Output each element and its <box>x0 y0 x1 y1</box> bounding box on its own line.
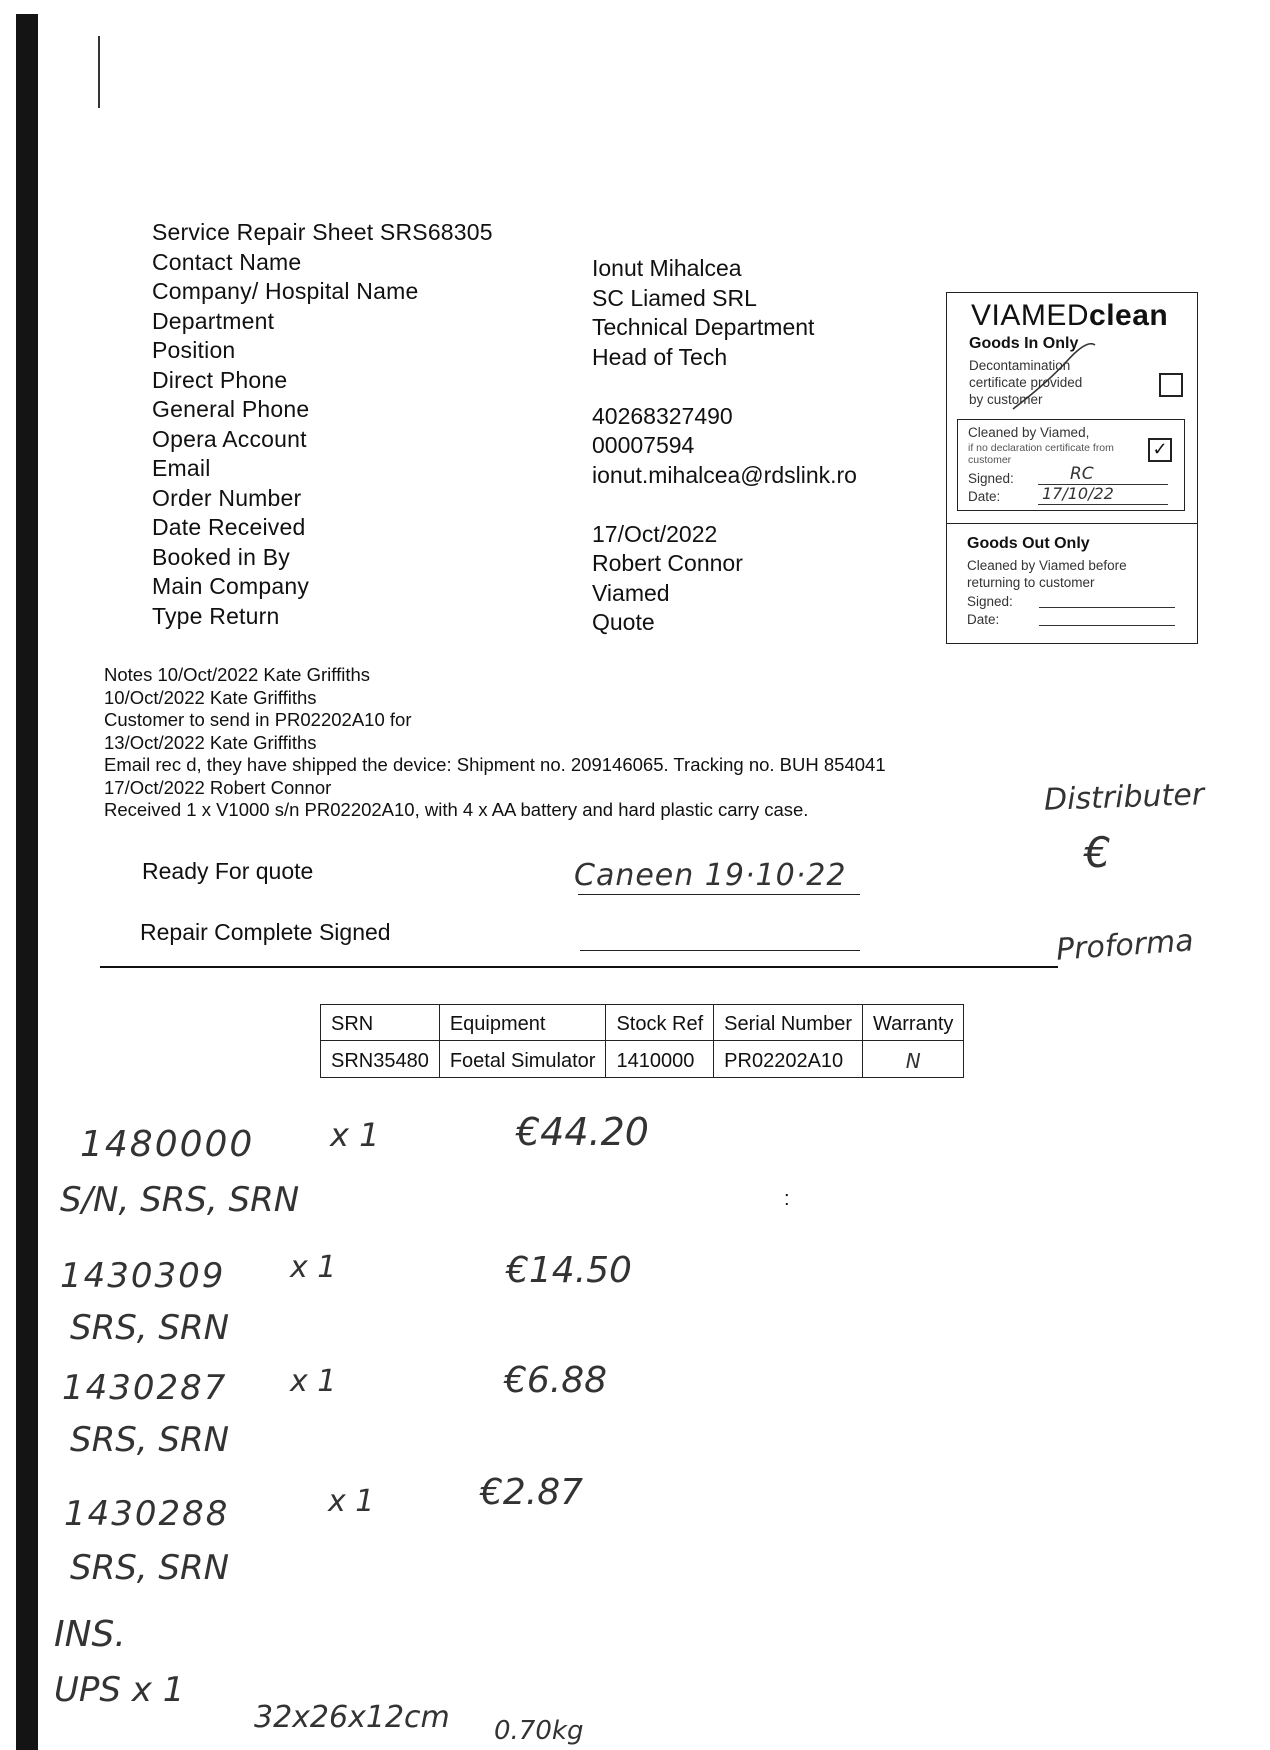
cleaned-text: Cleaned by Viamed, <box>968 425 1090 440</box>
table-header-row <box>321 1005 964 1041</box>
cleaned-sub: if no declaration certificate from customer <box>968 442 1114 466</box>
header-warranty: Warranty <box>863 1005 964 1041</box>
hw-qty-1: x 1 <box>330 1116 380 1154</box>
notes-block <box>104 664 886 822</box>
header-stock-ref: Stock Ref <box>606 1005 714 1041</box>
value-contact-name: Ionut Mihalcea <box>592 255 742 281</box>
date-label: Date: <box>968 489 1001 504</box>
hw-part-1: 1480000 <box>80 1124 255 1165</box>
hw-price-4: €2.87 <box>480 1472 584 1513</box>
table-row <box>321 1041 964 1078</box>
margin-distributor: Distributer <box>1043 777 1205 818</box>
goods-divider <box>947 523 1197 524</box>
margin-euro: € <box>1084 828 1111 877</box>
header-values <box>592 254 857 638</box>
hw-price-3: €6.88 <box>504 1360 608 1401</box>
hw-ups: UPS x 1 <box>54 1670 185 1710</box>
value-direct-phone <box>592 372 857 402</box>
cell-warranty: N <box>863 1041 964 1078</box>
value-main-company: Viamed <box>592 579 670 606</box>
label-opera-account: Opera Account <box>152 425 307 452</box>
pen-mark <box>98 36 100 108</box>
hw-ins: INS. <box>54 1614 126 1655</box>
goods-out-title: Goods Out Only <box>967 535 1090 552</box>
hw-price-2: €14.50 <box>506 1250 632 1291</box>
hw-refs-2: SRS, SRN <box>70 1308 230 1348</box>
hw-refs-4: SRS, SRN <box>70 1548 230 1588</box>
hw-qty-4: x 1 <box>328 1484 375 1519</box>
label-date-received: Date Received <box>152 514 306 540</box>
hw-part-3: 1430287 <box>62 1368 228 1408</box>
hw-price-1: €44.20 <box>516 1110 649 1154</box>
repair-complete-label: Repair Complete Signed <box>140 919 391 945</box>
value-email: ionut.mihalcea@rdslink.ro <box>592 461 857 488</box>
out-date-line <box>1039 625 1175 626</box>
out-signed-line <box>1039 607 1175 608</box>
label-main-company: Main Company <box>152 573 310 599</box>
signed-label: Signed: <box>968 471 1014 486</box>
cleaned-checkbox[interactable]: ✓ <box>1148 438 1172 462</box>
label-email: Email <box>152 455 211 481</box>
header-labels <box>152 218 493 631</box>
hw-part-4: 1430288 <box>64 1494 230 1534</box>
value-company: SC Liamed SRL <box>592 284 757 311</box>
ready-sign-line <box>578 894 860 895</box>
cell-stock-ref: 1410000 <box>606 1041 714 1078</box>
decon-text: Decontamination certificate provided by customer <box>969 358 1083 407</box>
note-line: Email rec d, they have shipped the device: Shipment no. 209146065. Tracking no. BUH 854041 <box>104 754 886 775</box>
cell-serial-number: PR02202A10 <box>714 1041 863 1078</box>
note-line: 10/Oct/2022 Kate Griffiths <box>104 686 317 708</box>
scan-edge <box>16 14 38 1750</box>
label-direct-phone: Direct Phone <box>152 366 288 393</box>
goods-out-text: Cleaned by Viamed before returning to customer <box>967 558 1127 590</box>
stray-mark: : <box>784 1188 790 1210</box>
note-line: Notes 10/Oct/2022 Kate Griffiths <box>104 664 370 685</box>
complete-sign-line <box>580 950 860 951</box>
label-contact-name: Contact Name <box>152 248 302 275</box>
header-srn: SRN <box>321 1005 440 1041</box>
hw-part-2: 1430309 <box>60 1256 226 1296</box>
value-order-number <box>592 490 857 520</box>
label-general-phone: General Phone <box>152 396 310 422</box>
note-line: 17/Oct/2022 Robert Connor <box>104 776 332 798</box>
out-date-label: Date: <box>967 612 1000 627</box>
value-position: Head of Tech <box>592 343 728 370</box>
sheet-title: Service Repair Sheet SRS68305 <box>152 219 493 245</box>
note-line: 13/Oct/2022 Kate Griffiths <box>104 731 317 753</box>
note-line: Customer to send in PR02202A10 for <box>104 709 412 730</box>
hw-qty-2: x 1 <box>290 1250 337 1285</box>
section-divider <box>100 966 1058 968</box>
hw-refs-1: S/N, SRS, SRN <box>60 1180 300 1220</box>
logo-viamed: VIAMED <box>971 299 1090 332</box>
value-type-return: Quote <box>592 609 655 635</box>
cell-srn: SRN35480 <box>321 1041 440 1078</box>
value-opera-account: 00007594 <box>592 432 695 458</box>
date-value: 17/10/22 <box>1042 484 1114 503</box>
label-department: Department <box>152 307 275 334</box>
out-signed-label: Signed: <box>967 594 1013 609</box>
items-table <box>320 1004 964 1078</box>
cell-equipment: Foetal Simulator <box>439 1041 606 1078</box>
hw-refs-3: SRS, SRN <box>70 1420 230 1460</box>
viamed-clean-logo <box>971 299 1168 333</box>
value-date-received: 17/Oct/2022 <box>592 520 718 547</box>
hw-qty-3: x 1 <box>290 1364 337 1399</box>
viamed-clean-stamp <box>946 292 1198 644</box>
label-company: Company/ Hospital Name <box>152 278 419 304</box>
logo-clean: clean <box>1089 299 1169 332</box>
cleaned-by-viamed-box <box>957 419 1185 511</box>
header-equipment: Equipment <box>439 1005 606 1041</box>
ready-for-quote-label: Ready For quote <box>142 858 314 884</box>
date-line <box>1038 504 1168 505</box>
header-serial-number: Serial Number <box>714 1005 863 1041</box>
note-line: Received 1 x V1000 s/n PR02202A10, with 4 x AA battery and hard plastic carry case. <box>104 799 809 820</box>
value-booked-in-by: Robert Connor <box>592 550 743 576</box>
margin-proforma: Proforma <box>1054 923 1195 968</box>
value-department: Technical Department <box>592 314 815 340</box>
decon-checkbox[interactable] <box>1159 373 1183 397</box>
ready-signature: Caneen 19·10·22 <box>574 858 847 893</box>
strike-through-mark <box>1007 343 1097 413</box>
hw-weight: 0.70kg <box>494 1716 584 1746</box>
goods-in-title: Goods In Only <box>969 335 1079 352</box>
label-booked-in-by: Booked in By <box>152 543 290 570</box>
label-position: Position <box>152 337 236 363</box>
value-general-phone: 40268327490 <box>592 402 733 429</box>
signed-initials: RC <box>1070 464 1094 484</box>
label-type-return: Type Return <box>152 602 280 629</box>
label-order-number: Order Number <box>152 484 302 511</box>
hw-dims: 32x26x12cm <box>254 1700 450 1735</box>
